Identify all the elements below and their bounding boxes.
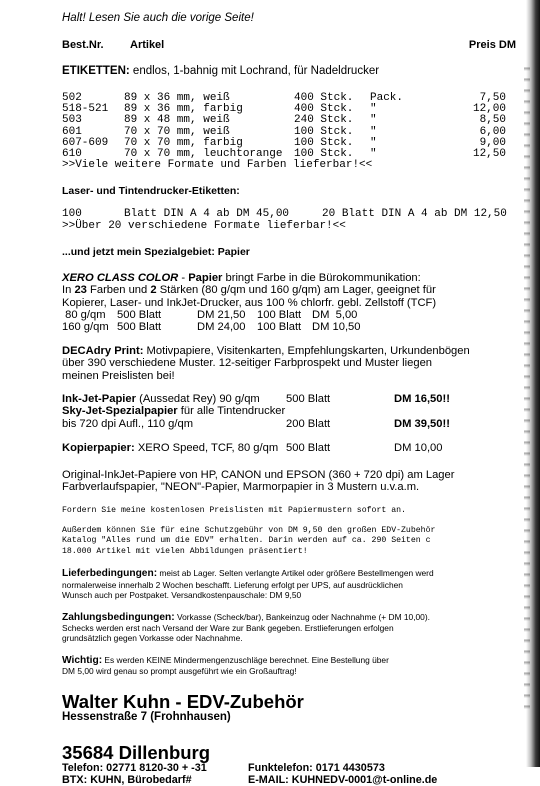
xero-line-1: XERO CLASS COLOR - Papier bringt Farbe in die Bürokommunikation: (62, 271, 421, 284)
column-headers (62, 39, 532, 51)
decadry-name: DECAdry Print: (62, 344, 144, 357)
table-row: 502 89 x 36 mm, weiß 400 Stck. Pack. 7,50 (62, 92, 506, 104)
fordern-note: Fordern Sie meine kostenlosen Preislisten mit Papiermustern sofort an. (62, 505, 406, 515)
mobile-text: Funktelefon: 0171 4430573 (248, 761, 385, 774)
kopier-name: Kopierpapier: (62, 442, 135, 455)
intro-note: Halt! Lesen Sie auch die vorige Seite! (62, 12, 254, 24)
kopier-section: Kopierpapier: XERO Speed, TCF, 80 g/qm 500 Blatt DM 10,00 (62, 442, 443, 455)
decadry-section: DECAdry Print: Motivpapiere, Visitenkarten, Empfehlungskarten, Urkundenbögen über 390 verschiedene Muster. 12-seitiger Farbprospekt und Muster liegen meinen Preislisten bei! (62, 344, 470, 382)
xero-line-3: Kopierer, Laser- und InkJet-Drucker, aus 100 % chlorfr. gebl. Zellstoff (TCF) (62, 296, 437, 309)
etiketten-text: endlos, 1-bahnig mit Lochrand, für Nadeldrucker (129, 65, 380, 77)
zahlung-section: Zahlungsbedingungen: Vorkasse (Scheck/bar), Bankeinzug oder Nachnahme (+ DM 10,00). Schecks werden erst nach Versand der Ware zur Bank gegeben. Erstlieferungen erfolgen grundsätzlich gegen Vorkasse oder Nachnahme. (62, 611, 430, 644)
original-section: Original-InkJet-Papiere von HP, CANON und EPSON (360 + 720 dpi) am Lager Farbverlaufspapier, "NEON"-Papier, Marmorpapier in 3 Mustern u.v.a.m. (62, 468, 455, 494)
xero-section (62, 272, 532, 334)
laser-heading: Laser- und Tintendrucker-Etiketten: (62, 185, 240, 198)
wichtig-section: Wichtig: Es werden KEINE Mindermengenzuschläge berechnet. Eine Bestellung über DM 5,00 wird genau so prompt ausgeführt wie ein Großauftrag! (62, 654, 389, 677)
contact-row (62, 774, 532, 786)
etiketten-heading (62, 65, 532, 77)
catalog-content (62, 10, 532, 786)
btx-text: BTX: KUHN, Bürobedarf# (62, 773, 192, 786)
company-name: Walter Kuhn - EDV-Zubehör (62, 690, 304, 712)
skyjet-name: Sky-Jet-Spezialpapier (62, 405, 178, 418)
etiketten-table (62, 93, 532, 171)
katalog-note: Außerdem können Sie für eine Schutzgebühr von DM 9,50 den großen EDV-Zubehör Katalog "Alles rund um die EDV" erhalten. Darin werden auf ca. 290 Seiten c 18.000 Artikel mit vielen Abbildungen präsentiert! (62, 525, 436, 556)
etiketten-more: >>Viele weitere Formate und Farben lieferbar!<< (62, 159, 373, 172)
skyjet-price: DM 39,50!! (394, 417, 450, 430)
laser-row: 100 Blatt DIN A 4 ab DM 45,00 20 Blatt DIN A 4 ab DM 12,50 (62, 208, 507, 221)
wichtig-label: Wichtig: (62, 654, 103, 666)
company-street: Hessenstraße 7 (Frohnhausen) (62, 710, 231, 723)
xero-name: XERO CLASS COLOR (62, 271, 179, 284)
email-text: E-MAIL: KUHNEDV-0001@t-online.de (248, 773, 438, 786)
contact-row (62, 762, 532, 774)
liefer-section: Lieferbedingungen: meist ab Lager. Selten verlangte Artikel oder größere Bestellmengen werd normalerweise innerhalb 2 Wochen beschafft. Lieferung erfolgt per UPS, auf ausdrücklichen Wunsch auch per Postpaket. Versandkostenpauschale: DM 9,50 (62, 568, 434, 601)
laser-block (62, 209, 532, 231)
special-heading: ...und jetzt mein Spezialgebiet: Papier (62, 245, 250, 258)
table-row: 607-609 70 x 70 mm, farbig 100 Stck. " 9,00 (62, 136, 506, 149)
column-article: Artikel (130, 39, 165, 51)
table-row: 503 89 x 48 mm, weiß 240 Stck. " 8,50 (62, 114, 506, 127)
table-row: 80 g/qm 500 Blatt DM 21,50 100 Blatt DM 5,00 (62, 309, 358, 322)
table-row: 610 70 x 70 mm, leuchtorange 100 Stck. " 12,50 (62, 148, 506, 161)
column-nr: Best.Nr. (62, 39, 104, 51)
table-row: 160 g/qm 500 Blatt DM 24,00 100 Blatt DM 10,50 (62, 321, 361, 334)
laser-more: >>Über 20 verschiedene Formate lieferbar!<< (62, 219, 346, 232)
zahlung-label: Zahlungsbedingungen: (62, 611, 175, 623)
table-row: 601 70 x 70 mm, weiß 100 Stck. " 6,00 (62, 125, 506, 138)
xero-line-2: In 23 Farben und 2 Stärken (80 g/qm und 160 g/qm) am Lager, geeignet für (62, 284, 436, 297)
etiketten-label: ETIKETTEN: (62, 65, 130, 77)
table-row: 518-521 89 x 36 mm, farbig 400 Stck. " 12,00 (62, 103, 506, 116)
kopier-price: DM 10,00 (394, 442, 443, 455)
inkjet-name: Ink-Jet-Papier (62, 393, 136, 406)
company-city: 35684 Dillenburg (62, 741, 211, 763)
inkjet-price: DM 16,50!! (394, 393, 450, 406)
column-price: Preis DM (468, 39, 516, 51)
inkjet-section: Ink-Jet-Papier (Aussedat Rey) 90 g/qm 500 Blatt DM 16,50!! Sky-Jet-Spezialpapier für alle Tintendrucker bis 720 dpi Aufl., 110 g/qm 200 Blatt DM 39,50!! (62, 393, 450, 430)
liefer-label: Lieferbedingungen: (62, 568, 158, 580)
phone-text: Telefon: 02771 8120-30 + -31 (62, 761, 207, 774)
